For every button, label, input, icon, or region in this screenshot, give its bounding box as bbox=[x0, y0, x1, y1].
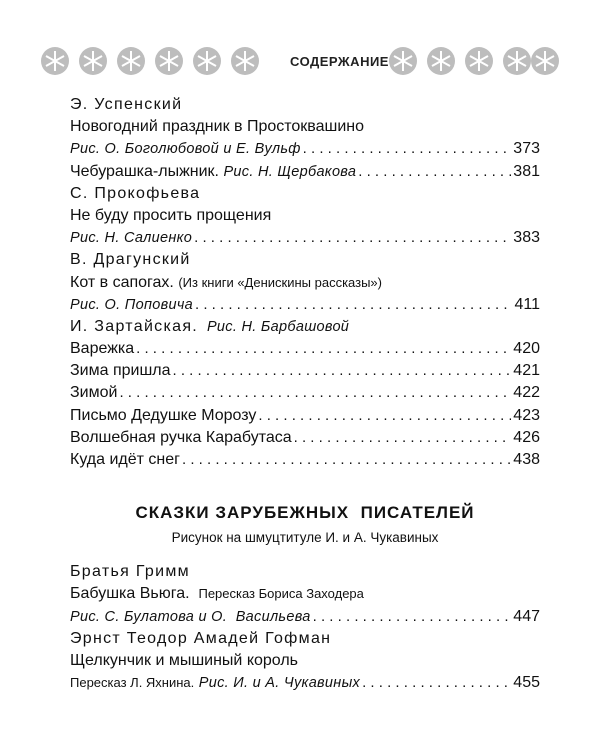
dot-leader bbox=[119, 382, 511, 404]
retelling-credit: Пересказ Бориса Заходера bbox=[198, 586, 364, 602]
author-name: Э. Успенский bbox=[70, 96, 183, 113]
story-title: Варежка bbox=[70, 340, 135, 358]
page-header bbox=[40, 44, 560, 80]
story-title: Чебурашка-лыжник. bbox=[70, 162, 219, 180]
table-of-contents bbox=[70, 94, 540, 694]
author-name: В. Драгунский bbox=[70, 251, 191, 269]
story-title: Волшебная ручка Карабутаса bbox=[70, 428, 292, 446]
page-number: 455 bbox=[513, 674, 540, 692]
toc-entry bbox=[70, 382, 540, 404]
dot-leader bbox=[358, 161, 511, 183]
page-number: 381 bbox=[513, 162, 540, 180]
snowflake-icon bbox=[388, 46, 418, 76]
page-number: 411 bbox=[514, 295, 540, 313]
dot-leader bbox=[258, 405, 511, 427]
toc-author-line bbox=[70, 183, 540, 205]
snowflake-icon bbox=[530, 46, 560, 76]
page-number: 426 bbox=[513, 428, 540, 446]
dot-leader bbox=[294, 427, 512, 449]
story-title: Кот в сапогах. bbox=[70, 273, 174, 291]
story-title: Новогодний праздник в Простоквашино bbox=[70, 118, 365, 136]
author-name: Братья Гримм bbox=[70, 563, 190, 581]
snowflake-icon bbox=[464, 46, 494, 76]
toc-title-line bbox=[70, 583, 540, 605]
illustrator-credit: Рис. С. Булатова и О. Васильева bbox=[70, 608, 311, 625]
snowflake-icon bbox=[426, 46, 456, 76]
toc-author-line bbox=[70, 628, 540, 650]
toc-entry bbox=[70, 360, 540, 382]
illustrator-credit: Рис. Н. Салиенко bbox=[70, 230, 193, 247]
snowflake-icon bbox=[78, 46, 108, 76]
page-number: 438 bbox=[513, 451, 540, 468]
toc-author-line bbox=[70, 249, 540, 271]
dot-leader bbox=[313, 606, 512, 628]
page-number: 422 bbox=[513, 384, 540, 402]
dot-leader bbox=[182, 449, 511, 471]
toc-title-line bbox=[70, 650, 540, 672]
snowflake-icon bbox=[40, 46, 70, 76]
toc-entry bbox=[70, 138, 540, 160]
retelling-credit: Пересказ Л. Яхнина. bbox=[70, 675, 195, 691]
story-title: Зимой bbox=[70, 384, 118, 402]
toc-title-line bbox=[70, 116, 540, 138]
illustrator-credit: Рис. И. и А. Чукавиных bbox=[198, 675, 361, 692]
toc-entry bbox=[70, 338, 540, 360]
dot-leader bbox=[136, 338, 511, 360]
illustrator-credit: Рис. О. Поповича bbox=[70, 296, 193, 313]
toc-entry bbox=[70, 427, 540, 449]
toc-entry bbox=[70, 405, 540, 427]
toc-entry bbox=[70, 449, 540, 471]
page-number: 373 bbox=[513, 140, 540, 158]
toc-entry bbox=[70, 294, 540, 316]
page-number: 421 bbox=[513, 362, 540, 380]
toc-entry bbox=[70, 606, 540, 628]
author-name: Эрнст Теодор Амадей Гофман bbox=[70, 629, 332, 647]
toc-author-line bbox=[70, 561, 540, 583]
toc-author-line bbox=[70, 94, 540, 116]
illustrator-credit: Рис. О. Боголюбовой и Е. Вульф bbox=[70, 141, 301, 158]
page-number: 383 bbox=[513, 229, 540, 247]
page-number: 420 bbox=[513, 340, 540, 358]
toc-title-line bbox=[70, 272, 540, 294]
snowflake-icon bbox=[230, 46, 260, 76]
author-name: И. Зартайская. bbox=[70, 317, 199, 335]
page-number: 423 bbox=[513, 406, 540, 424]
source-note: (Из книги «Денискины рассказы») bbox=[178, 274, 382, 290]
toc-title-line bbox=[70, 205, 540, 227]
story-title: Зима пришла bbox=[70, 362, 171, 380]
illustrator-credit: Рис. Н. Щербакова bbox=[223, 163, 357, 180]
snowflake-icon bbox=[154, 46, 184, 76]
story-title: Письмо Дедушке Морозу bbox=[70, 406, 257, 424]
dot-leader bbox=[194, 227, 511, 249]
story-title: Куда идёт снег bbox=[70, 451, 180, 468]
page-number: 447 bbox=[513, 607, 540, 625]
dot-leader bbox=[173, 360, 512, 382]
story-title: Не буду просить прощения bbox=[70, 206, 272, 224]
author-name: С. Прокофьева bbox=[70, 184, 201, 202]
contents-title: СОДЕРЖАНИЕ bbox=[290, 54, 389, 69]
story-title: Щелкунчик и мышиный король bbox=[70, 651, 299, 669]
toc-entry bbox=[70, 672, 540, 694]
snowflake-icon bbox=[502, 46, 532, 76]
toc-entry bbox=[70, 227, 540, 249]
dot-leader bbox=[195, 294, 512, 316]
snowflake-icon bbox=[192, 46, 222, 76]
story-title: Бабушка Вьюга. bbox=[70, 585, 190, 603]
section-heading: СКАЗКИ ЗАРУБЕЖНЫХ ПИСАТЕЛЕЙ bbox=[135, 503, 475, 523]
snowflake-icon bbox=[116, 46, 146, 76]
toc-author-line bbox=[70, 316, 540, 338]
dot-leader bbox=[303, 138, 512, 160]
illustrator-credit: Рис. Н. Барбашовой bbox=[206, 318, 350, 335]
section-subtitle: Рисунок на шмуцтитуле И. и А. Чукавиных bbox=[171, 530, 439, 546]
dot-leader bbox=[362, 672, 511, 694]
toc-entry bbox=[70, 161, 540, 183]
